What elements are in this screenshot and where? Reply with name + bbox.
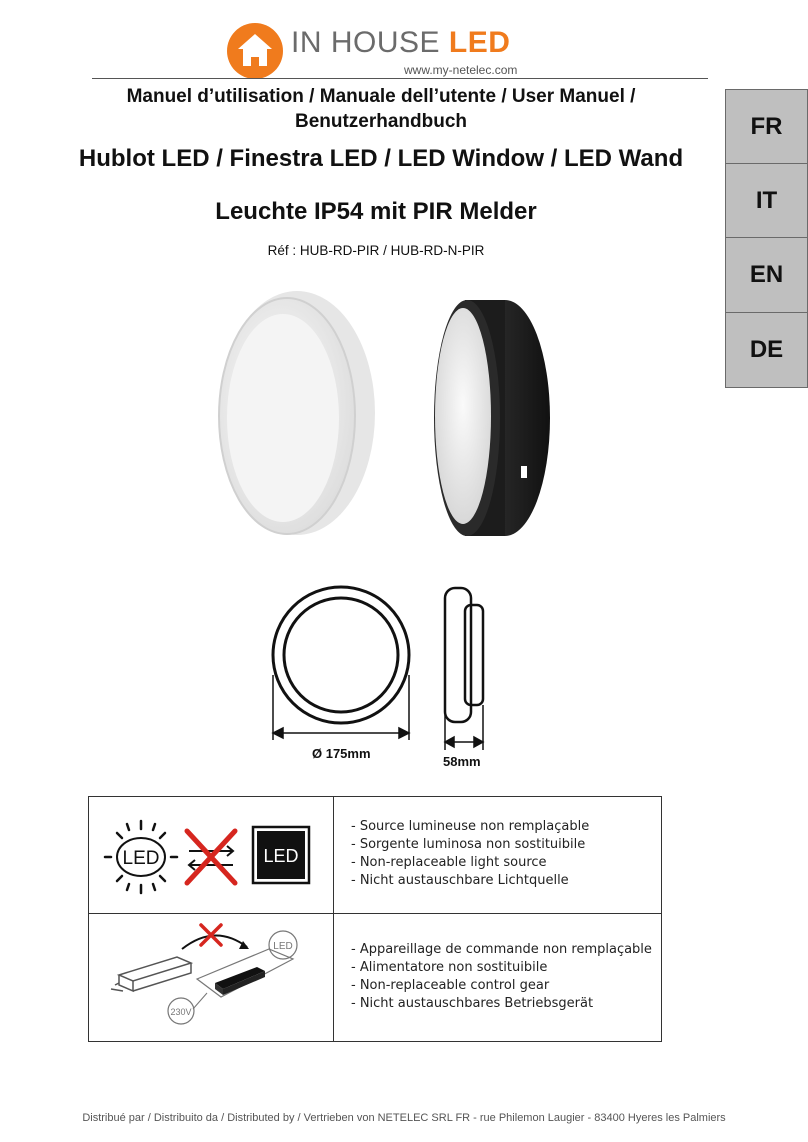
language-tab-de[interactable]: DE xyxy=(725,312,808,388)
info-table xyxy=(88,796,662,1042)
manual-title xyxy=(92,84,670,134)
product-title-line2: Leuchte IP54 mit PIR Melder xyxy=(215,198,537,225)
language-tab-it[interactable]: IT xyxy=(725,163,808,238)
dimension-drawing xyxy=(255,585,505,775)
light-source-note-fr: - Source lumineuse non remplaçable xyxy=(351,819,590,834)
control-gear-note-fr: - Appareillage de commande non remplaçable xyxy=(351,942,652,957)
gear-icon-230v-label: 230V xyxy=(170,1007,192,1017)
product-title-line1: Hublot LED / Finestra LED / LED Window / LED Wand xyxy=(78,145,684,172)
control-gear-note-it: - Alimentatore non sostituibile xyxy=(351,960,548,975)
product-reference: Réf : HUB-RD-PIR / HUB-RD-N-PIR xyxy=(267,243,485,258)
light-source-note-it: - Sorgente luminosa non sostituibile xyxy=(351,837,586,852)
control-gear-note-de: - Nicht austauschbares Betriebsgerät xyxy=(351,996,594,1011)
depth-label: 58mm xyxy=(443,754,481,769)
side-view-outline xyxy=(445,588,483,722)
front-view-outline xyxy=(273,587,409,723)
product-photos xyxy=(215,288,565,548)
house-logo-icon xyxy=(226,22,284,80)
non-replaceable-light-source-icon xyxy=(97,811,327,903)
manual-title-line1: Manuel d’utilisation / Manuale dell’utente / User Manuel / xyxy=(126,86,636,107)
black-light-photo xyxy=(434,300,550,536)
brand-name-part2: LED xyxy=(448,26,511,59)
brand-name-part1: IN HOUSE xyxy=(291,26,441,59)
header-divider xyxy=(92,78,708,79)
light-source-notes xyxy=(351,818,589,890)
led-icon-label-left: LED xyxy=(122,848,160,869)
website-url: www.my-netelec.com xyxy=(404,63,518,77)
manual-title-line2: Benutzerhandbuch xyxy=(294,111,468,132)
light-source-note-de: - Nicht austauschbare Lichtquelle xyxy=(351,873,569,888)
table-divider-horizontal xyxy=(89,913,661,914)
white-light-photo xyxy=(219,291,375,535)
distributor-footer: Distribué par / Distribuito da / Distributed by / Vertrieben von NETELEC SRL FR - rue Philemon Laugier - 83400 Hyeres les Palmiers xyxy=(82,1112,726,1124)
language-tab-fr[interactable]: FR xyxy=(725,89,808,164)
non-replaceable-control-gear-icon xyxy=(97,919,327,1037)
control-gear-note-en: - Non-replaceable control gear xyxy=(351,978,550,993)
led-icon-label-right: LED xyxy=(263,846,299,866)
language-tab-en[interactable]: EN xyxy=(725,237,808,313)
depth-arrow xyxy=(445,705,483,750)
gear-icon-led-label: LED xyxy=(273,941,293,952)
diameter-label: Ø 175mm xyxy=(312,746,371,761)
brand-name xyxy=(291,26,510,60)
table-divider-vertical xyxy=(333,797,334,1041)
light-source-note-en: - Non-replaceable light source xyxy=(351,855,547,870)
control-gear-notes xyxy=(351,941,652,1013)
